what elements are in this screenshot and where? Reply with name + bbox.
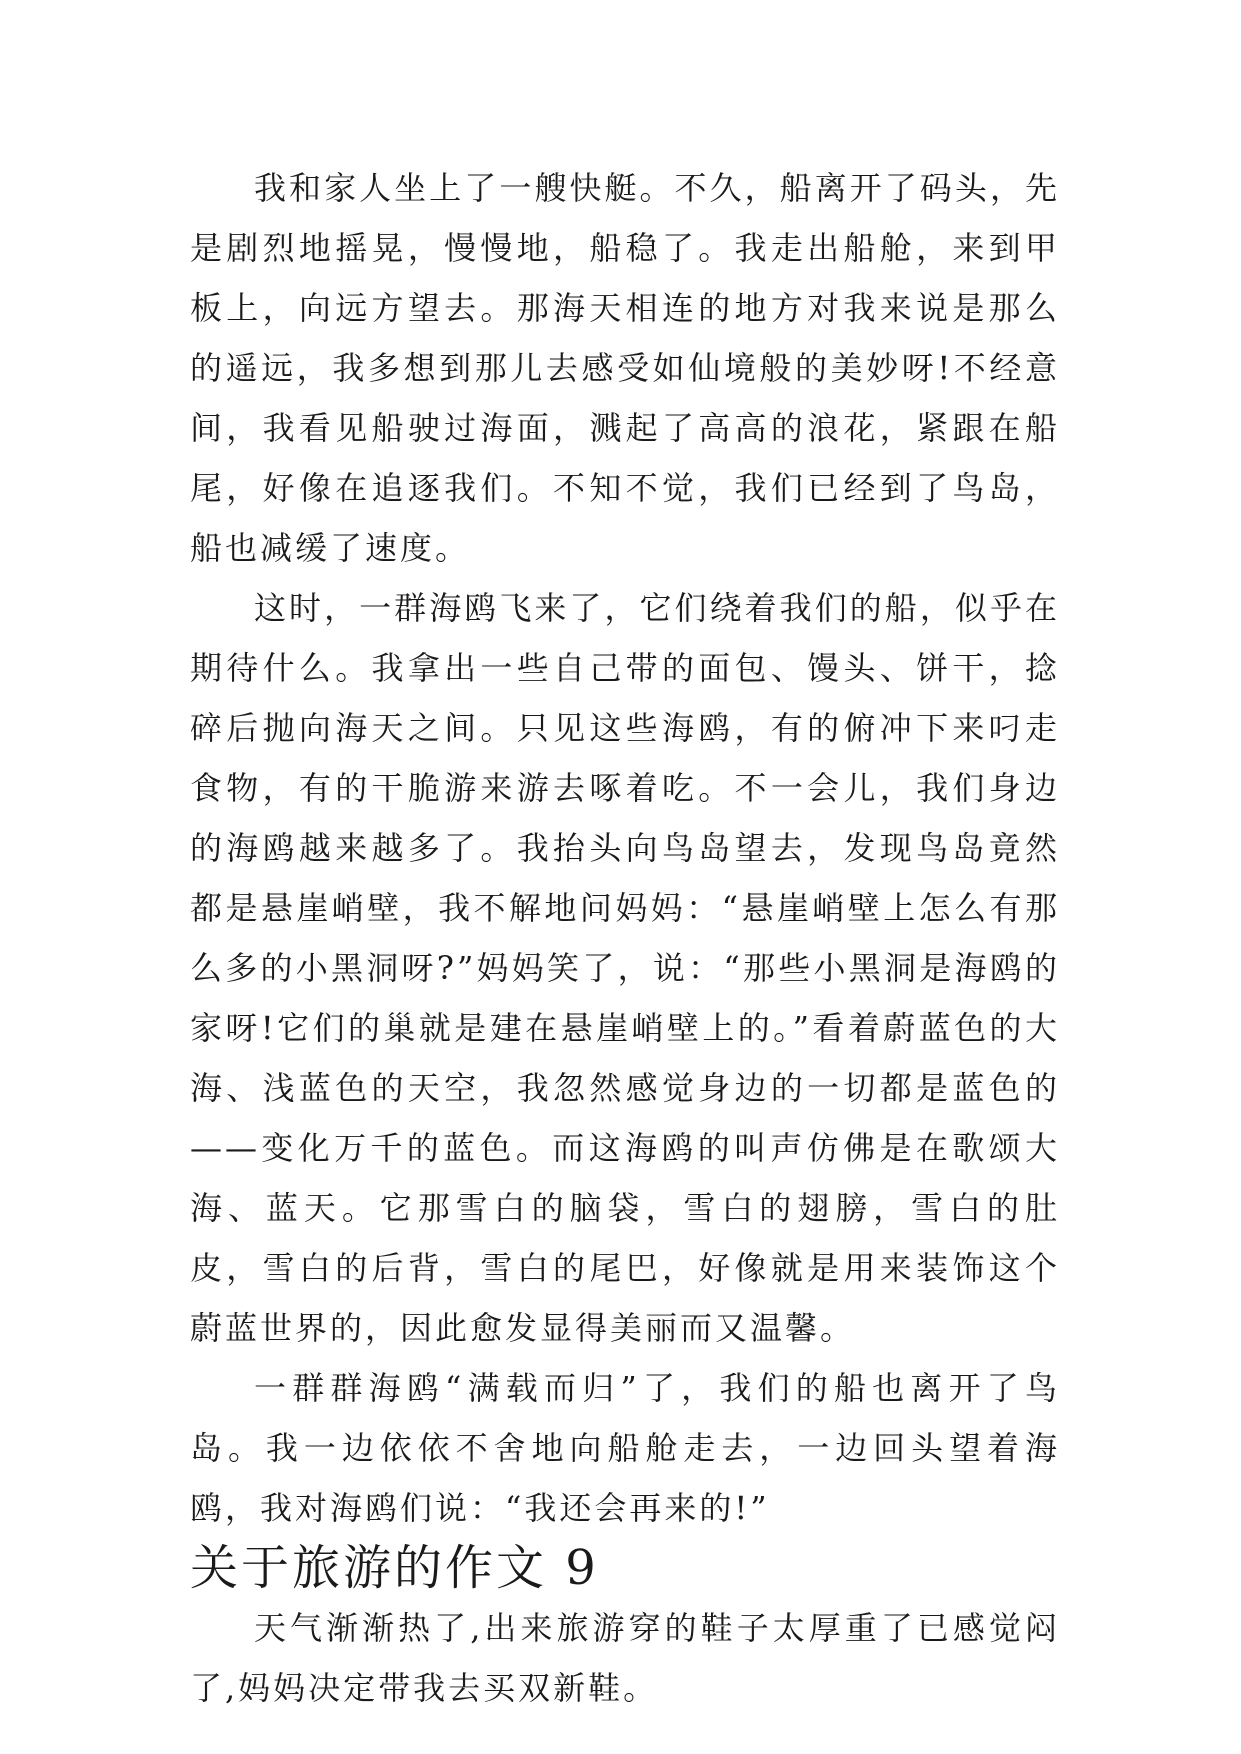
body-paragraph-2: 这时，一群海鸥飞来了，它们绕着我们的船，似乎在期待什么。我拿出一些自己带的面包、馒头、饼干，捻碎后抛向海天之间。只见这些海鸥，有的俯冲下来叼走食物，有的干脆游来游去啄着吃。不一会儿，我们身边的海鸥越来越多了。我抬头向鸟岛望去，发现鸟岛竟然都是悬崖峭壁，我不解地问妈妈：“悬崖峭壁上怎么有那么多的小黑洞呀?”妈妈笑了，说：“那些小黑洞是海鸥的家呀!它们的巢就是建在悬崖峭壁上的。”看着蔚蓝色的大海、浅蓝色的天空，我忽然感觉身边的一切都是蓝色的——变化万千的蓝色。而这海鸥的叫声仿佛是在歌颂大海、蓝天。它那雪白的脑袋，雪白的翅膀，雪白的肚皮，雪白的后背，雪白的尾巴，好像就是用来装饰这个蔚蓝世界的，因此愈发显得美丽而又温馨。 <box>190 589 1060 1347</box>
body-paragraph-1: 我和家人坐上了一艘快艇。不久，船离开了码头，先是剧烈地摇晃，慢慢地，船稳了。我走出船舱，来到甲板上，向远方望去。那海天相连的地方对我来说是那么的遥远，我多想到那儿去感受如仙境般的美妙呀!不经意间，我看见船驶过海面，溅起了高高的浪花，紧跟在船尾，好像在追逐我们。不知不觉，我们已经到了鸟岛，船也减缓了速度。 <box>190 169 1060 567</box>
body-paragraph-3: 一群群海鸥“满载而归”了，我们的船也离开了鸟岛。我一边依依不舍地向船舱走去，一边回头望着海鸥，我对海鸥们说：“我还会再来的!” <box>190 1369 1060 1527</box>
section-heading: 关于旅游的作文 9 <box>190 1540 599 1596</box>
document-page <box>190 158 1060 1718</box>
body-paragraph-4: 天气渐渐热了,出来旅游穿的鞋子太厚重了已感觉闷了,妈妈决定带我去买双新鞋。 <box>190 1609 1060 1707</box>
